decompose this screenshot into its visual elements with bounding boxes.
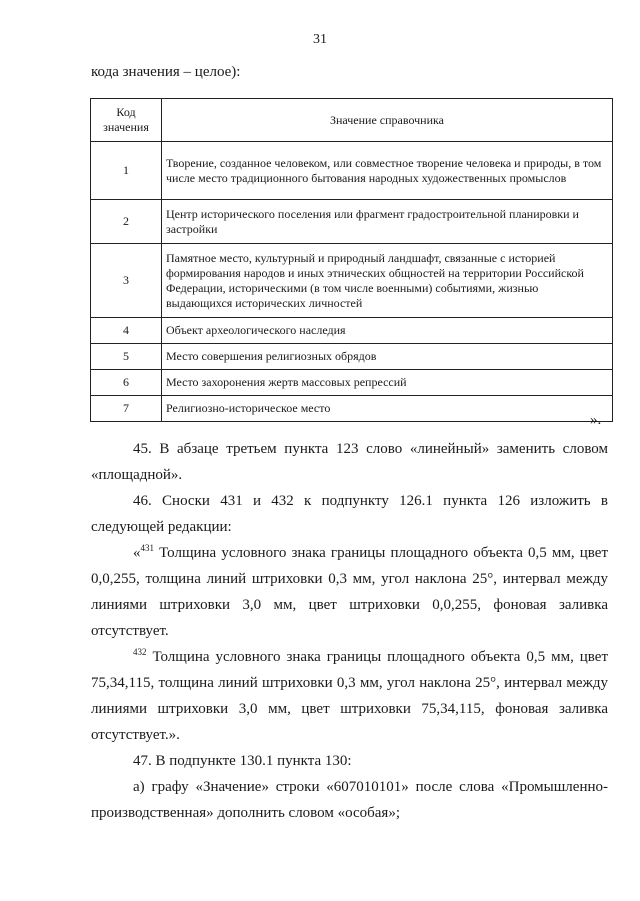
item-47a <box>91 774 608 826</box>
row-code: 4 <box>91 318 162 344</box>
header-code <box>91 99 162 142</box>
table-row <box>91 344 613 370</box>
footnote-432 <box>91 644 608 748</box>
item-46-text: Сноски 431 и 432 к подпункту 126.1 пункта 126 изложить в следующей редакции: <box>91 493 608 535</box>
item-47-text: В подпункте 130.1 пункта 130: <box>155 753 352 769</box>
row-value: Памятное место, культурный и природный ландшафт, связанные с историей формирования народов и иных этнических общностей на территории Российской Федерации, историческими (в том числе военными) событиями, жизнью выдающихся исторических личностей <box>162 244 613 318</box>
row-code: 1 <box>91 142 162 200</box>
row-code: 6 <box>91 370 162 396</box>
table-row <box>91 370 613 396</box>
item-45 <box>91 436 608 488</box>
page-number: 31 <box>313 32 327 47</box>
item-46 <box>91 488 608 540</box>
row-code: 7 <box>91 396 162 422</box>
header-value: Значение справочника <box>162 99 613 142</box>
table-header-row <box>91 99 613 142</box>
row-code: 2 <box>91 200 162 244</box>
codes-table <box>90 98 613 422</box>
item-45-number: 45. <box>133 441 152 457</box>
row-code: 5 <box>91 344 162 370</box>
row-value: Объект археологического наследия <box>162 318 613 344</box>
lead-text: кода значения – целое): <box>91 64 241 80</box>
footnote-431 <box>91 540 608 644</box>
row-value: Творение, созданное человеком, или совместное творение человека и природы, в том числе место традиционного бытования народных художественных промыслов <box>162 142 613 200</box>
table-closing-quote: ». <box>590 412 602 428</box>
row-value: Место захоронения жертв массовых репрессий <box>162 370 613 396</box>
table-row <box>91 200 613 244</box>
header-code-label: Код значения <box>103 105 149 134</box>
row-value: Религиозно-историческое место <box>162 396 613 422</box>
row-value: Место совершения религиозных обрядов <box>162 344 613 370</box>
footnote-431-open-quote: « <box>133 545 141 561</box>
item-47-number: 47. <box>133 753 152 769</box>
item-47 <box>91 748 608 774</box>
table-row <box>91 318 613 344</box>
footnote-431-text: Толщина условного знака границы площадного объекта 0,5 мм, цвет 0,0,255, толщина линий штриховки 0,3 мм, угол наклона 25°, интервал между линиями штриховки 3,0 мм, цвет штриховки 0,0,255, фоновая заливка отсутствует. <box>91 545 608 639</box>
table-row <box>91 244 613 318</box>
row-code: 3 <box>91 244 162 318</box>
footnote-432-text: Толщина условного знака границы площадного объекта 0,5 мм, цвет 75,34,115, толщина линий штриховки 0,3 мм, угол наклона 25°, интервал между линиями штриховки 3,0 мм, цвет штриховки 75,34,115, фоновая заливка отсутствует.». <box>91 649 608 743</box>
table-row <box>91 142 613 200</box>
table-row <box>91 396 613 422</box>
row-value: Центр исторического поселения или фрагмент градостроительной планировки и застройки <box>162 200 613 244</box>
item-45-text: В абзаце третьем пункта 123 слово «линейный» заменить словом «площадной». <box>91 441 608 483</box>
footnote-432-mark: 432 <box>133 647 147 657</box>
footnote-431-mark: 431 <box>140 543 154 553</box>
item-47a-text: а) графу «Значение» строки «607010101» после слова «Промышленно-производственная» дополнить словом «особая»; <box>91 779 608 821</box>
item-46-number: 46. <box>133 493 152 509</box>
